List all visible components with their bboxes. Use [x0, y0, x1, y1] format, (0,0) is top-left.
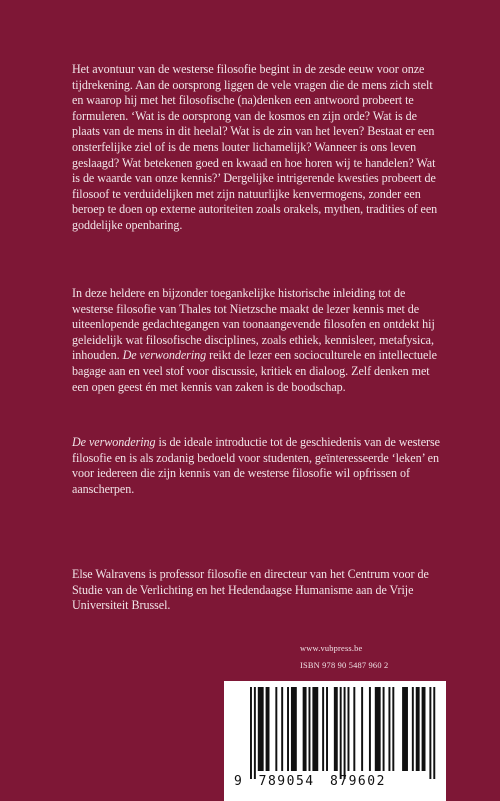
barcode-bar	[287, 687, 289, 771]
barcode-bar	[416, 687, 420, 771]
barcode-bar	[291, 687, 297, 771]
barcode-bar	[281, 687, 283, 771]
barcode-bar	[348, 687, 350, 771]
barcode-bar	[344, 687, 346, 779]
barcode-digit-text: 9 789054 879602	[234, 774, 386, 789]
description-paragraph-1: Het avontuur van de westerse filosofie begint in de zesde eeuw voor onze tijdrekening. Aan de oorsprong liggen de vele vragen die de mens zich stelt en waarop hij met het filosofische (na)denken een antwoord probeert te formuleren. ‘Wat is de oorsprong van de kosmos en zijn orde? Wat is de plaats van de mens in dit heelal? Wat is de zin van het leven? Bestaat er een onsterfelijke ziel of is de mens louter lichamelijk? Wanneer is ons leven geslaagd? Wat betekenen goed en kwaad en hoe horen wij te handelen? Wat is de waarde van onze kennis?’ Dergelijke intrigerende kwesties probeert de filosoof te verduidelijken met zijn natuurlijke kenvermogens, zonder een beroep te doen op externe autoriteiten zoals orakels, mythen, tradities of een goddelijke openbaring.	[72, 62, 438, 232]
barcode-bar	[254, 687, 256, 779]
barcode-bar	[392, 687, 394, 771]
barcode-bar	[303, 687, 307, 771]
paragraph-3-text: is de ideale introductie tot de geschiedenis van de westerse filosofie en is als zodanig bedoeld voor studenten, geïnteresseerde ‘leken’ en voor iedereen die zijn kennis van de westerse filosofie wil opfrissen of aanscherpen.	[72, 435, 440, 496]
paragraph-2-text-start: In deze heldere en bijzonder toegankelijke historische inleiding tot de westerse filosofie van Thales tot Nietzsche maakt de lezer kennis met de uiteenlopende gedachtegangen van toonaangevende filosofen en ontdekt hij geleidelijk wat filosofische disciplines, zoals ethiek, kennisleer, metafysica, inhouden.	[72, 286, 435, 363]
book-title-italic: De verwondering	[72, 435, 156, 449]
barcode-bar	[312, 687, 318, 771]
barcode-bar	[258, 687, 264, 771]
barcode-bar	[361, 687, 363, 771]
barcode-bar	[322, 687, 324, 771]
barcode-bar	[353, 687, 355, 771]
author-bio: Else Walravens is professor filosofie en directeur van het Centrum voor de Studie van de Verlichting en het Hedendaagse Humanisme aan de Vrije Universiteit Brussel.	[72, 567, 429, 613]
paragraph-2-text-end: reikt de lezer een socioculturele en intellectuele bagage aan en veel stof voor discussie, kritiek en dialoog. Zelf denken met een open geest én met kennis van zaken is de boodschap.	[72, 348, 437, 394]
barcode-bar	[429, 687, 431, 779]
isbn-number: ISBN 978 90 5487 960 2	[300, 661, 389, 670]
barcode-bar	[326, 687, 328, 771]
barcode-bar	[422, 687, 426, 771]
barcode	[224, 681, 446, 801]
book-title-italic: De verwondering	[122, 348, 207, 363]
barcode-bar	[375, 687, 381, 771]
description-paragraph-3	[72, 435, 444, 497]
barcode-bar	[402, 687, 408, 771]
barcode-bar	[388, 687, 390, 771]
barcode-bar	[369, 687, 371, 771]
barcode-bar	[383, 687, 385, 771]
barcode-bar	[334, 687, 338, 771]
barcode-bar	[309, 687, 311, 771]
barcode-bar	[250, 687, 252, 779]
description-paragraph-2	[72, 286, 444, 395]
publisher-url: www.vubpress.be	[300, 644, 363, 653]
barcode-bar	[275, 687, 277, 771]
barcode-bar	[340, 687, 342, 779]
barcode-bar	[266, 687, 270, 771]
barcode-bar	[433, 687, 435, 779]
barcode-bar	[412, 687, 414, 771]
